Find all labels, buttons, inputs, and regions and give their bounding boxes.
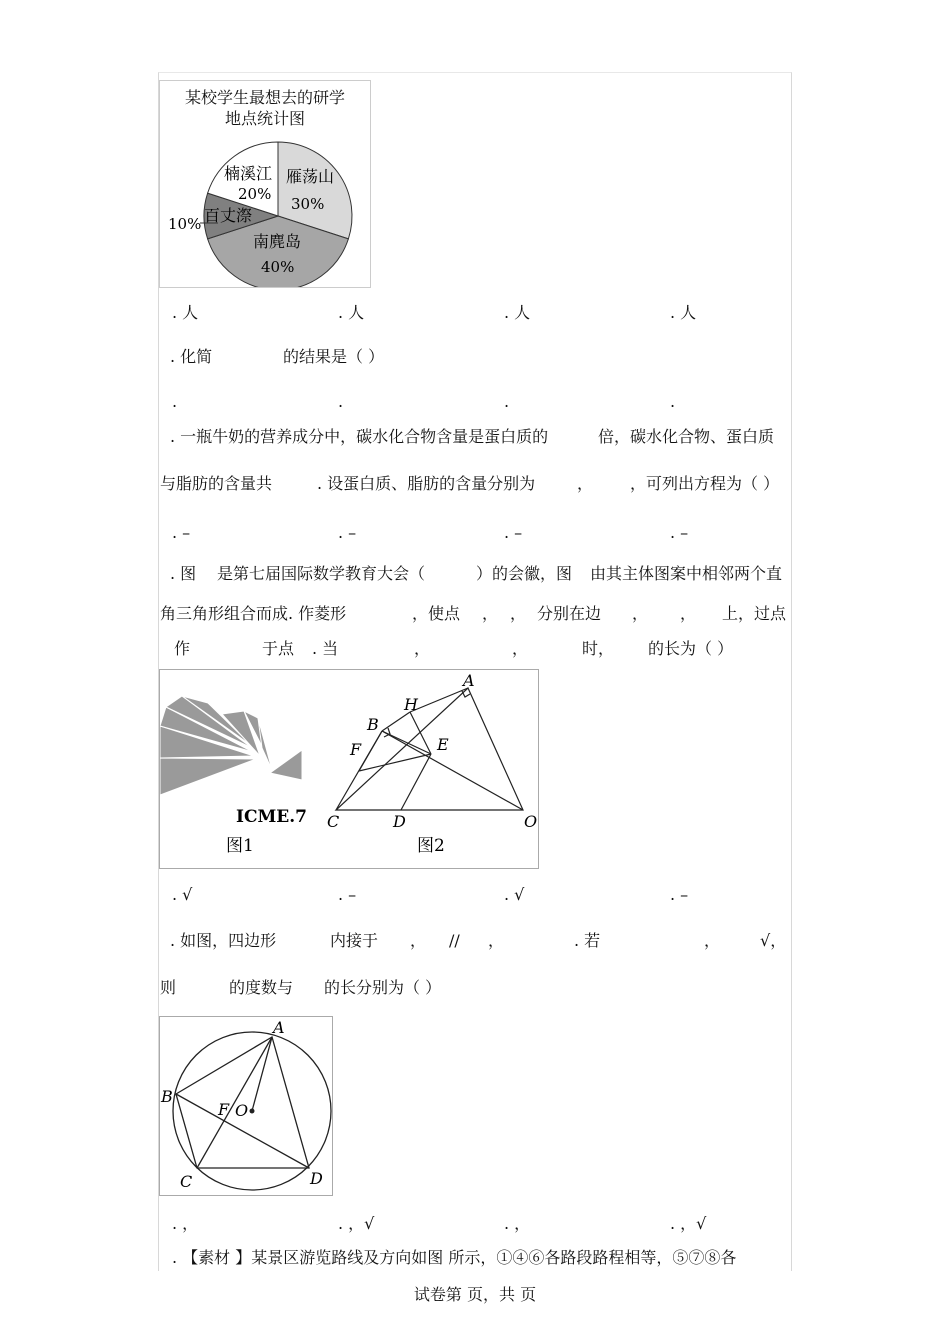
- option-a: . –: [172, 523, 191, 542]
- label-A: A: [273, 1018, 285, 1037]
- label-O: O: [524, 812, 538, 831]
- option-b: .: [338, 392, 344, 411]
- q-milk-line2d: ，可列出方程为（ ）: [630, 474, 780, 493]
- q-milk-line2a: 与脂肪的含量共: [160, 474, 273, 493]
- pie-label-name-0: 雁荡山: [286, 167, 335, 186]
- pie-chart-figure: [159, 80, 371, 288]
- circle-labels: [160, 1018, 323, 1191]
- label-D: D: [310, 1169, 323, 1188]
- label-B: B: [367, 715, 379, 734]
- chart-title-line2: 地点统计图: [224, 109, 305, 128]
- option-b: . –: [338, 885, 357, 904]
- q-rhombus-1d: 由其主体图案中相邻两个直: [590, 564, 783, 583]
- q-circle-2b: 的度数与: [229, 978, 294, 997]
- label-D: D: [393, 812, 406, 831]
- icme-logo-fan: [160, 696, 302, 795]
- q-rhombus-3e: ，: [512, 639, 529, 658]
- chart-title-line1: 某校学生最想去的研学: [184, 88, 345, 107]
- option-d: . 人: [670, 303, 697, 322]
- circle-figure-svg: [160, 1017, 332, 1195]
- label-C: C: [327, 812, 340, 831]
- q-milk-line2b: . 设蛋白质、脂肪的含量分别为: [317, 474, 536, 493]
- q-circle-1e: ，: [488, 931, 505, 950]
- option-d: . –: [670, 885, 689, 904]
- fig2-geometry: [336, 670, 523, 810]
- q-milk-line1a: . 一瓶牛奶的营养成分中，碳水化合物含量是蛋白质的: [170, 427, 549, 446]
- label-F: F: [218, 1100, 230, 1119]
- q-milk-line2c: ，: [577, 474, 594, 493]
- pie-label-percent-1: 40%: [261, 258, 295, 276]
- option-c: . √: [504, 885, 525, 904]
- pie-chart: [160, 81, 370, 287]
- option-c: . –: [504, 523, 523, 542]
- circle-figure: [159, 1016, 333, 1196]
- q-rhombus-1c: ）的会徽，图: [476, 564, 573, 583]
- center-point: [250, 1109, 255, 1114]
- fig2-caption: 图2: [417, 836, 445, 856]
- option-d: . ，√: [670, 1214, 707, 1233]
- label-O: O: [235, 1101, 249, 1120]
- option-c: .: [504, 392, 510, 411]
- option-c: . ，: [504, 1214, 531, 1233]
- q-circle-1g: ，: [704, 931, 721, 950]
- q-rhombus-1b: 是第七届国际数学教育大会（: [217, 564, 426, 583]
- q-circle-1a: . 如图，四边形: [170, 931, 277, 950]
- pie-label-name-3: 楠溪江: [224, 164, 273, 183]
- q-circle-2c: 的长分别为（ ）: [324, 978, 442, 997]
- q-rhombus-3c: . 当: [312, 639, 339, 658]
- option-a: .: [172, 392, 178, 411]
- option-d: .: [670, 392, 676, 411]
- q-circle-1f: . 若: [574, 931, 601, 950]
- q-rhombus-2a: 角三角形组合而成. 作菱形: [160, 604, 347, 623]
- option-b: . 人: [338, 303, 365, 322]
- label-E: E: [437, 735, 449, 754]
- q-circle-1b: 内接于: [330, 931, 379, 950]
- q-circle-1d: //: [449, 931, 460, 950]
- q-simplify-prefix: . 化简: [170, 347, 213, 366]
- icme-logo-text: ICME.7: [236, 807, 308, 827]
- icme-figure-svg: [160, 670, 538, 868]
- page-footer: 试卷第 页，共 页: [413, 1285, 537, 1304]
- icme-figure: [159, 669, 539, 869]
- option-a: . √: [172, 885, 193, 904]
- pie-label-name-2: 百丈漈: [204, 206, 253, 225]
- option-a: . 人: [172, 303, 199, 322]
- label-H: H: [404, 695, 418, 714]
- q-circle-1c: ，: [410, 931, 427, 950]
- q-rhombus-2f: ，: [632, 604, 649, 623]
- q-rhombus-2g: ，: [680, 604, 697, 623]
- q-rhombus-3d: ，: [414, 639, 431, 658]
- q-rhombus-2d: ，: [510, 604, 527, 623]
- pie-label-percent-0: 30%: [291, 195, 325, 213]
- q-rhombus-1a: . 图: [170, 564, 197, 583]
- label-A: A: [463, 671, 475, 690]
- fig2-labels: [327, 671, 537, 831]
- option-d: . –: [670, 523, 689, 542]
- label-B: B: [161, 1087, 173, 1106]
- option-b: . –: [338, 523, 357, 542]
- q-circle-2a: 则: [160, 978, 177, 997]
- q-simplify-suffix: 的结果是（ ）: [283, 347, 385, 366]
- pie-label-name-1: 南麂岛: [253, 232, 302, 251]
- q-rhombus-2h: 上，过点: [722, 604, 787, 623]
- q-rhombus-2e: 分别在边: [537, 604, 602, 623]
- q-material-text: . 【素材 】某景区游览路线及方向如图 所示，①④⑥各路段路程相等，⑤⑦⑧各: [172, 1248, 737, 1267]
- label-C: C: [180, 1172, 193, 1191]
- option-b: . ，√: [338, 1214, 375, 1233]
- label-F: F: [350, 740, 362, 759]
- q-rhombus-3g: 的长为（ ）: [648, 639, 734, 658]
- fig1-caption: 图1: [226, 836, 254, 856]
- option-a: . ，: [172, 1214, 199, 1233]
- q-rhombus-3b: 于点: [262, 639, 295, 658]
- q-rhombus-3a: 作: [174, 639, 191, 658]
- pie-label-percent-3: 20%: [238, 185, 272, 203]
- option-c: . 人: [504, 303, 531, 322]
- q-rhombus-2c: ，: [482, 604, 499, 623]
- q-circle-1h: √，: [760, 931, 787, 950]
- q-rhombus-3f: 时，: [582, 639, 615, 658]
- q-rhombus-2b: ，使点: [412, 604, 461, 623]
- pie-label-percent-2: 10%: [168, 215, 202, 233]
- q-milk-line1b: 倍，碳水化合物、蛋白质: [598, 427, 775, 446]
